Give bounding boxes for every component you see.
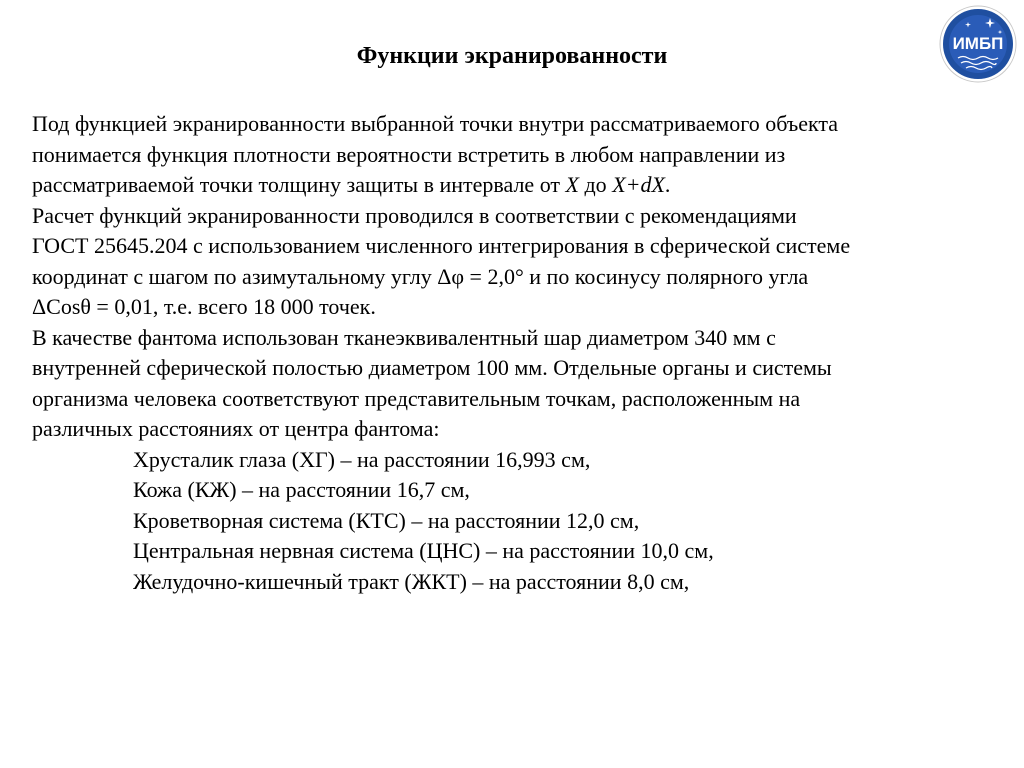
text-line: понимается функция плотности вероятности встретить в любом направлении из <box>32 141 786 167</box>
organ-list-item: Центральная нервная система (ЦНС) – на расстоянии 10,0 см, <box>133 538 714 563</box>
main-text <box>32 109 1002 597</box>
slide-title: Функции экранированности <box>356 43 668 69</box>
variable-x-dx: X+dX <box>612 172 665 197</box>
text-line: Расчет функций экранированности проводился в соответствии с рекомендациями <box>32 202 797 228</box>
variable-x: X <box>565 172 579 197</box>
text-line: Под функцией экранированности выбранной точки внутри рассматриваемого объекта <box>32 111 839 136</box>
text-line <box>32 170 1002 201</box>
imbp-logo <box>938 4 1018 84</box>
organ-list-item: Кожа (КЖ) – на расстоянии 16,7 см, <box>133 477 470 502</box>
text-line: координат с шагом по азимутальному углу Δφ = 2,0° и по косинусу полярного угла <box>32 263 809 289</box>
text-line: внутренней сферической полостью диаметром 100 мм. Отдельные органы и системы <box>32 355 832 380</box>
logo-text: ИМБП <box>952 34 1004 53</box>
text-line: В качестве фантома использован тканеэквивалентный шар диаметром 340 мм с <box>32 324 776 350</box>
text-line: различных расстояниях от центра фантома: <box>32 416 440 441</box>
text-fragment: рассматриваемой точки толщину защиты в интервале от <box>32 172 566 197</box>
text-line: организма человека соответствуют представительным точкам, расположенным на <box>32 385 801 411</box>
organ-list-item: Кроветворная система (КТС) – на расстоянии 12,0 см, <box>133 507 640 533</box>
text-fragment: . <box>664 172 671 197</box>
text-line: ΔCosθ = 0,01, т.е. всего 18 000 точек. <box>32 294 376 319</box>
organ-list-item: Хрусталик глаза (ХГ) – на расстоянии 16,993 см, <box>133 446 591 472</box>
text-line: ГОСТ 25645.204 с использованием численного интегрирования в сферической системе <box>32 233 851 258</box>
text-fragment: до <box>578 172 613 197</box>
organ-list-item: Желудочно-кишечный тракт (ЖКТ) – на расстоянии 8,0 см, <box>133 568 690 594</box>
